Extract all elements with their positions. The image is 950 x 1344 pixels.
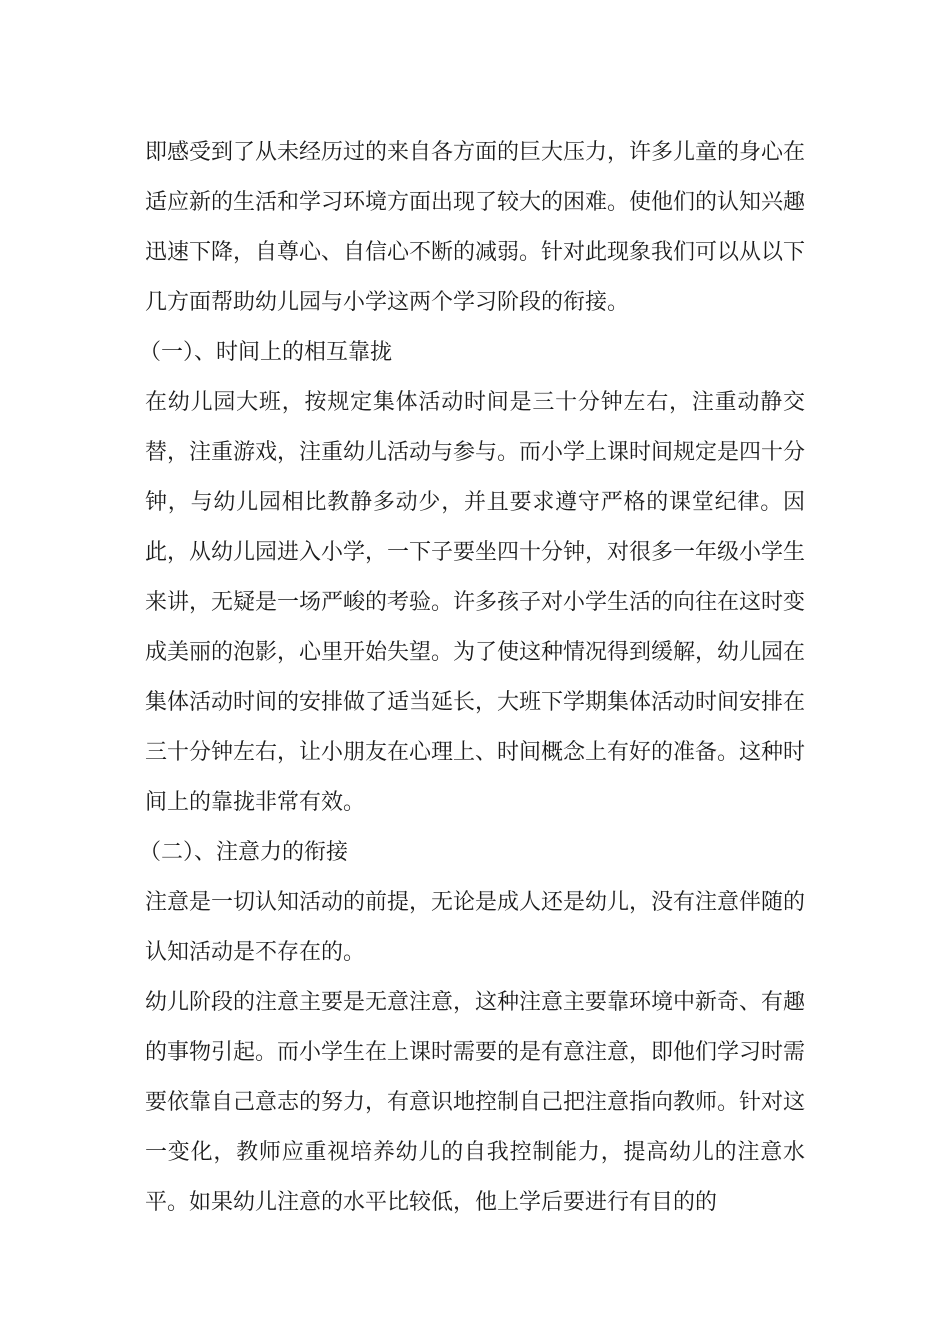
document-body: [139, 128, 806, 1228]
paragraph-time: 在幼儿园大班，按规定集体活动时间是三十分钟左右，注重动静交替，注重游戏，注重幼儿活动与参与。而小学上课时间规定是四十分钟，与幼儿园相比教静多动少，并且要求遵守严格的课堂纪律。因此，从幼儿园进入小学，一下子要坐四十分钟，对很多一年级小学生来讲，无疑是一场严峻的考验。许多孩子对小学生活的向往在这时变成美丽的泡影，心里开始失望。为了使这种情况得到缓解，幼儿园在集体活动时间的安排做了适当延长，大班下学期集体活动时间安排在三十分钟左右，让小朋友在心理上、时间概念上有好的准备。这种时间上的靠拢非常有效。: [145, 390, 806, 815]
paragraph-intro: 即感受到了从未经历过的来自各方面的巨大压力，许多儿童的身心在适应新的生活和学习环境方面出现了较大的困难。使他们的认知兴趣迅速下降，自尊心、自信心不断的减弱。针对此现象我们可以从以下几方面帮助幼儿园与小学这两个学习阶段的衔接。: [145, 140, 806, 315]
section-heading-attention: （二）、注意力的衔接: [139, 840, 349, 865]
section-heading-time: （一）、时间上的相互靠拢: [139, 340, 393, 365]
paragraph-attention-detail: 幼儿阶段的注意主要是无意注意，这种注意主要靠环境中新奇、有趣的事物引起。而小学生在上课时需要的是有意注意，即他们学习时需要依靠自己意志的努力，有意识地控制自己把注意指向教师。针对这一变化，教师应重视培养幼儿的自我控制能力，提高幼儿的注意水平。如果幼儿注意的水平比较低，他上学后要进行有目的的: [145, 990, 806, 1215]
paragraph-attention-premise: 注意是一切认知活动的前提，无论是成人还是幼儿，没有注意伴随的认知活动是不存在的。: [145, 890, 806, 965]
